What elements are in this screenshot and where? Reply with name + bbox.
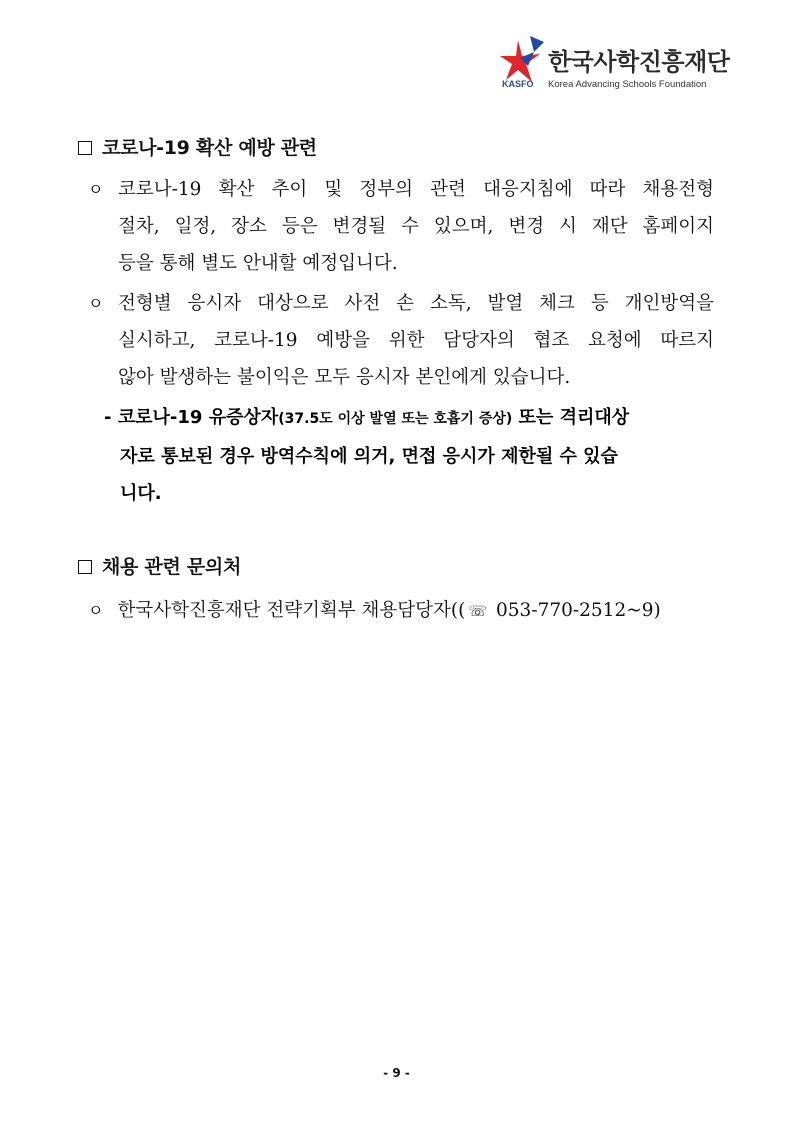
bullet-line: 절차, 일정, 장소 등은 변경될 수 있으며, 변경 시 재단 홈페이지	[118, 216, 714, 237]
org-logo	[500, 36, 730, 96]
bullet-item-schedule-change	[88, 171, 728, 282]
bullet-line: 등을 통해 별도 안내할 예정입니다.	[118, 253, 398, 274]
contact-phone: 053-770-2512~9)	[490, 600, 661, 621]
bullet-line: 코로나-19 확산 추이 및 정부의 관련 대응지침에 따라 채용전형	[118, 179, 714, 200]
dash-text: 코로나-19 유증상자	[117, 407, 279, 428]
dash-text: 또는 격리대상	[512, 407, 630, 428]
bullet-circle-icon: ㅇ	[88, 294, 104, 313]
page-number: - 9 -	[383, 1066, 410, 1080]
dash-mark: -	[104, 407, 112, 428]
dash-item-symptom-restriction	[104, 399, 730, 512]
dash-text-small: (37.5도 이상 발열 또는 호흡기 증상)	[278, 411, 513, 427]
bullet-circle-icon: ㅇ	[88, 180, 104, 199]
dash-line: 자로 통보된 경우 방역수칙에 의거, 면접 응시가 제한될 수 있습	[120, 446, 618, 467]
org-name-ko: 한국사학진흥재단	[548, 48, 730, 76]
contact-info	[88, 596, 661, 626]
section-heading-covid	[78, 133, 317, 160]
section-heading-contact	[78, 552, 241, 579]
org-abbr: KASFO	[502, 79, 534, 89]
section-heading-covid-text: 코로나-19 확산 예방 관련	[102, 137, 317, 159]
section-heading-contact-text: 채용 관련 문의처	[102, 556, 242, 578]
org-name-en: Korea Advancing Schools Foundation	[548, 79, 707, 90]
bullet-circle-icon: ㅇ	[88, 601, 104, 620]
bullet-line: 않아 발생하는 불이익은 모두 응시자 본인에게 있습니다.	[118, 367, 571, 388]
bullet-item-quarantine	[88, 285, 728, 396]
bullet-line: 전형별 응시자 대상으로 사전 손 소독, 발열 체크 등 개인방역을	[118, 293, 714, 314]
phone-icon: ☏	[468, 602, 488, 620]
checkbox-square-icon	[78, 560, 92, 574]
checkbox-square-icon	[78, 141, 92, 155]
dash-line: 니다.	[120, 483, 162, 504]
contact-prefix: 한국사학진흥재단 전략기획부 채용담당자((	[117, 600, 466, 621]
dash-line	[104, 399, 730, 438]
bullet-line: 실시하고, 코로나-19 예방을 위한 담당자의 협조 요청에 따르지	[118, 330, 714, 351]
